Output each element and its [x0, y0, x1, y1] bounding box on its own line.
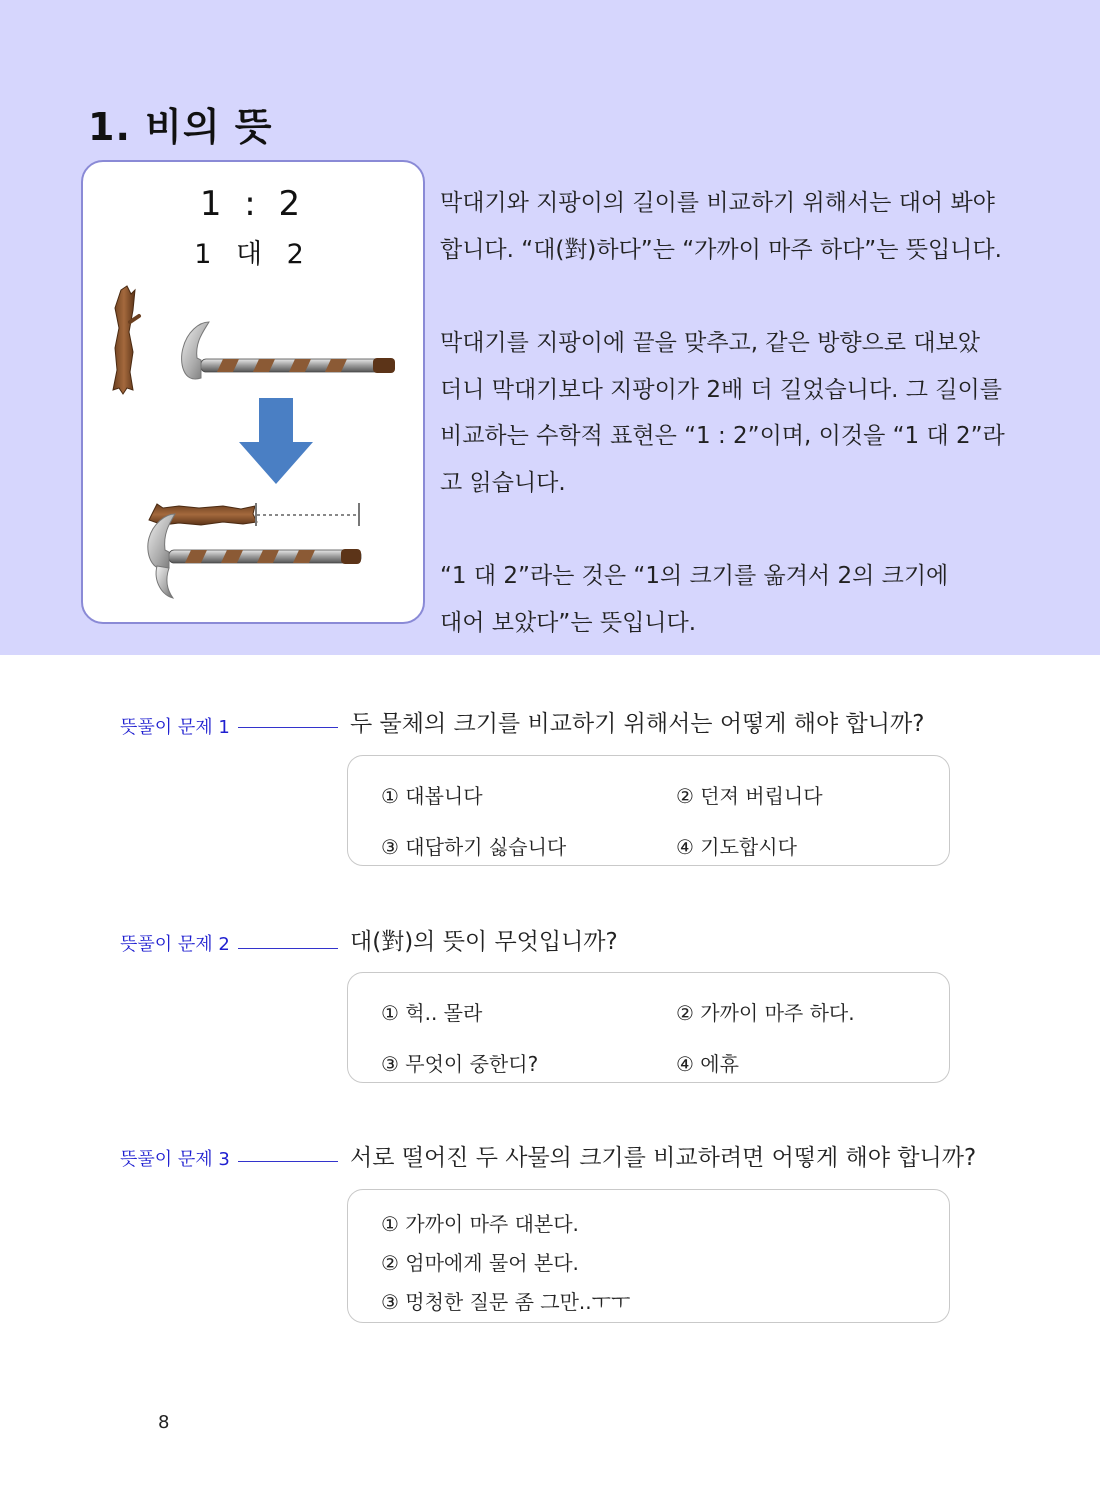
ratio-expression: 1 : 2	[199, 184, 307, 224]
comparison-illustration	[83, 162, 423, 622]
options-box	[347, 972, 950, 1083]
option-1[interactable]: ① 가까이 마주 대본다.	[381, 1212, 579, 1236]
question-underline	[238, 727, 338, 728]
ratio-reading: 1 대 2	[194, 239, 312, 270]
explanation-line: 합니다. “대(對)하다”는 “가까이 마주 하다”는 뜻입니다.	[440, 236, 1002, 263]
option-3[interactable]: ③ 멍청한 질문 좀 그만..ㅜㅜ	[381, 1290, 631, 1314]
explanation-line: 대어 보았다”는 뜻입니다.	[440, 609, 697, 636]
option-2[interactable]: ② 던져 버립니다	[676, 784, 823, 808]
question-label: 뜻풀이 문제 1	[120, 717, 230, 738]
length-difference-marker	[256, 503, 359, 526]
option-2[interactable]: ② 엄마에게 물어 본다.	[381, 1251, 579, 1275]
options-box	[347, 1189, 950, 1323]
cane-image	[182, 322, 395, 379]
question-text: 대(對)의 뜻이 무엇입니까?	[350, 929, 618, 955]
option-3[interactable]: ③ 대답하기 싫습니다	[381, 835, 567, 859]
explanation-line: “1 대 2”라는 것은 “1의 크기를 옮겨서 2의 크기에	[440, 563, 949, 589]
page-number: 8	[158, 1412, 170, 1433]
question-text: 두 물체의 크기를 비교하기 위해서는 어떻게 해야 합니까?	[350, 711, 925, 737]
option-1[interactable]: ① 헉.. 몰라	[381, 1001, 483, 1025]
option-1[interactable]: ① 대봅니다	[381, 784, 483, 808]
question-text: 서로 떨어진 두 사물의 크기를 비교하려면 어떻게 해야 합니까?	[350, 1145, 977, 1171]
options-box	[347, 755, 950, 866]
option-4[interactable]: ④ 에휴	[676, 1052, 739, 1076]
explanation-line: 더니 막대기보다 지팡이가 2배 더 길었습니다. 그 길이를	[440, 376, 1002, 403]
option-2[interactable]: ② 가까이 마주 하다.	[676, 1001, 855, 1025]
option-3[interactable]: ③ 무엇이 중한디?	[381, 1052, 539, 1076]
stick-image	[113, 286, 139, 394]
question-label: 뜻풀이 문제 2	[120, 934, 230, 955]
explanation-text	[440, 180, 1040, 646]
ratio-figure-card	[81, 160, 425, 624]
explanation-line: 고 읽습니다.	[440, 469, 566, 496]
down-arrow-icon	[239, 398, 313, 484]
cane-image	[148, 514, 361, 598]
option-4[interactable]: ④ 기도합시다	[676, 835, 797, 859]
explanation-line: 막대기와 지팡이의 길이를 비교하기 위해서는 대어 봐야	[440, 190, 995, 216]
question-underline	[238, 948, 338, 949]
section-title: 1. 비의 뜻	[88, 105, 273, 149]
question-underline	[238, 1161, 338, 1162]
question-label: 뜻풀이 문제 3	[120, 1149, 230, 1170]
explanation-line: 비교하는 수학적 표현은 “1 : 2”이며, 이것을 “1 대 2”라	[440, 423, 1005, 449]
explanation-line: 막대기를 지팡이에 끝을 맞추고, 같은 방향으로 대보았	[440, 330, 980, 356]
